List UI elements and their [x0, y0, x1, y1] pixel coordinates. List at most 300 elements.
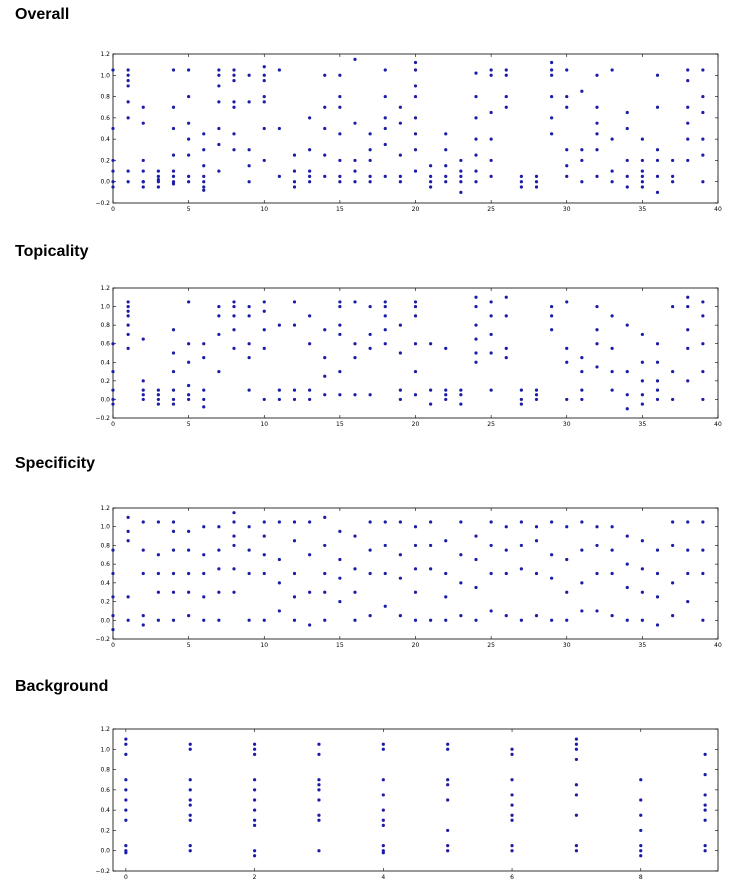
data-point: [248, 525, 251, 528]
data-point: [187, 393, 190, 396]
data-point: [429, 567, 432, 570]
data-point: [414, 393, 417, 396]
y-tick-label: 1.0: [100, 72, 110, 80]
data-point: [127, 516, 130, 519]
data-point: [323, 393, 326, 396]
data-point: [704, 844, 707, 847]
data-point: [575, 793, 578, 796]
data-point: [202, 189, 205, 192]
data-point: [323, 106, 326, 109]
data-point: [459, 581, 462, 584]
data-point: [232, 544, 235, 547]
data-point: [626, 324, 629, 327]
data-point: [490, 138, 493, 141]
data-point: [172, 127, 175, 130]
data-point: [550, 577, 553, 580]
data-point: [505, 614, 508, 617]
data-point: [656, 623, 659, 626]
data-point: [253, 854, 256, 857]
data-point: [565, 398, 568, 401]
data-point: [248, 342, 251, 345]
data-point: [253, 753, 256, 756]
data-point: [248, 148, 251, 151]
data-point: [565, 164, 568, 167]
data-point: [399, 351, 402, 354]
data-point: [550, 314, 553, 317]
data-point: [127, 333, 130, 336]
data-point: [369, 520, 372, 523]
data-point: [232, 567, 235, 570]
data-point: [704, 819, 707, 822]
data-point: [142, 623, 145, 626]
data-point: [429, 185, 432, 188]
data-point: [565, 95, 568, 98]
data-point: [701, 398, 704, 401]
data-point: [263, 127, 266, 130]
data-point: [338, 324, 341, 327]
data-point: [232, 328, 235, 331]
data-point: [384, 605, 387, 608]
data-point: [317, 849, 320, 852]
data-point: [490, 333, 493, 336]
data-point: [217, 68, 220, 71]
data-point: [626, 393, 629, 396]
data-point: [293, 572, 296, 575]
data-point: [263, 100, 266, 103]
data-point: [490, 68, 493, 71]
data-point: [124, 753, 127, 756]
data-point: [127, 595, 130, 598]
data-point: [580, 356, 583, 359]
data-point: [595, 132, 598, 135]
data-point: [189, 819, 192, 822]
data-point: [459, 159, 462, 162]
y-tick-label: 0.6: [100, 786, 110, 794]
data-point: [293, 154, 296, 157]
data-point: [565, 148, 568, 151]
data-point: [474, 180, 477, 183]
data-point: [429, 520, 432, 523]
data-point: [142, 379, 145, 382]
data-point: [444, 148, 447, 151]
data-point: [323, 154, 326, 157]
data-point: [639, 798, 642, 801]
data-point: [446, 743, 449, 746]
data-point: [701, 314, 704, 317]
data-point: [595, 328, 598, 331]
data-point: [124, 844, 127, 847]
data-point: [217, 127, 220, 130]
data-point: [414, 591, 417, 594]
data-point: [127, 100, 130, 103]
data-point: [704, 849, 707, 852]
data-point: [414, 61, 417, 64]
data-point: [671, 581, 674, 584]
data-point: [248, 389, 251, 392]
data-point: [384, 95, 387, 98]
data-point: [187, 361, 190, 364]
data-point: [338, 305, 341, 308]
title-topicality: Topicality: [15, 243, 89, 260]
data-point: [124, 738, 127, 741]
data-point: [248, 314, 251, 317]
data-point: [217, 169, 220, 172]
data-point: [111, 68, 114, 71]
data-point: [535, 572, 538, 575]
data-point: [263, 159, 266, 162]
data-point: [293, 539, 296, 542]
data-point: [124, 798, 127, 801]
data-point: [580, 398, 583, 401]
data-point: [490, 159, 493, 162]
data-point: [641, 175, 644, 178]
data-point: [701, 111, 704, 114]
data-point: [202, 164, 205, 167]
data-point: [641, 539, 644, 542]
data-point: [490, 175, 493, 178]
data-point: [142, 169, 145, 172]
data-point: [414, 544, 417, 547]
data-point: [202, 553, 205, 556]
data-point: [686, 106, 689, 109]
data-point: [565, 525, 568, 528]
data-point: [308, 314, 311, 317]
data-point: [550, 74, 553, 77]
data-point: [248, 180, 251, 183]
data-point: [202, 132, 205, 135]
data-point: [202, 389, 205, 392]
data-point: [490, 389, 493, 392]
y-tick-label: 1.0: [100, 523, 110, 531]
data-point: [232, 511, 235, 514]
data-point: [187, 384, 190, 387]
data-point: [189, 798, 192, 801]
data-point: [293, 595, 296, 598]
data-point: [639, 849, 642, 852]
data-point: [459, 175, 462, 178]
data-point: [580, 148, 583, 151]
data-point: [384, 305, 387, 308]
data-point: [704, 773, 707, 776]
data-point: [626, 127, 629, 130]
data-point: [217, 74, 220, 77]
data-point: [459, 402, 462, 405]
data-point: [580, 159, 583, 162]
data-point: [595, 122, 598, 125]
data-point: [580, 520, 583, 523]
data-point: [217, 100, 220, 103]
data-point: [172, 520, 175, 523]
x-tick-label: 0: [111, 206, 115, 213]
data-point: [189, 788, 192, 791]
data-point: [444, 572, 447, 575]
data-point: [263, 398, 266, 401]
data-point: [580, 581, 583, 584]
data-point: [656, 148, 659, 151]
data-point: [686, 549, 689, 552]
data-point: [308, 342, 311, 345]
data-point: [263, 310, 266, 313]
data-point: [641, 169, 644, 172]
y-tick-label: 0.4: [100, 579, 110, 587]
data-point: [505, 95, 508, 98]
data-point: [353, 534, 356, 537]
data-point: [142, 106, 145, 109]
data-point: [202, 356, 205, 359]
data-point: [217, 305, 220, 308]
data-point: [580, 180, 583, 183]
data-point: [317, 814, 320, 817]
title-specificity: Specificity: [15, 455, 96, 472]
x-tick-label: 25: [487, 421, 495, 428]
data-point: [323, 375, 326, 378]
data-point: [444, 175, 447, 178]
data-point: [641, 379, 644, 382]
data-point: [565, 300, 568, 303]
data-point: [111, 370, 114, 373]
data-point: [639, 814, 642, 817]
data-point: [626, 563, 629, 566]
data-point: [686, 159, 689, 162]
data-point: [656, 361, 659, 364]
background-scatter-chart: [0, 720, 755, 890]
data-point: [520, 520, 523, 523]
y-tick-label: −0.2: [95, 868, 110, 875]
x-tick-label: 30: [562, 642, 571, 649]
data-point: [474, 72, 477, 75]
x-tick-label: 15: [336, 206, 344, 213]
data-point: [157, 169, 160, 172]
data-point: [641, 361, 644, 364]
data-point: [293, 324, 296, 327]
data-point: [474, 361, 477, 364]
data-point: [353, 300, 356, 303]
data-point: [338, 577, 341, 580]
y-tick-label: 0.6: [100, 340, 110, 348]
y-tick-label: 0.2: [100, 827, 110, 835]
data-point: [641, 591, 644, 594]
data-point: [701, 138, 704, 141]
data-point: [686, 138, 689, 141]
data-point: [671, 159, 674, 162]
y-tick-label: 1.2: [100, 726, 110, 733]
data-point: [111, 402, 114, 405]
data-point: [187, 95, 190, 98]
data-point: [202, 398, 205, 401]
data-point: [490, 609, 493, 612]
data-point: [704, 809, 707, 812]
data-point: [157, 398, 160, 401]
data-point: [253, 788, 256, 791]
data-point: [338, 370, 341, 373]
data-point: [353, 159, 356, 162]
data-point: [656, 74, 659, 77]
y-tick-label: 0.0: [100, 178, 110, 186]
data-point: [611, 169, 614, 172]
data-point: [172, 182, 175, 185]
data-point: [172, 169, 175, 172]
data-point: [189, 849, 192, 852]
data-point: [656, 379, 659, 382]
data-point: [580, 370, 583, 373]
data-point: [656, 159, 659, 162]
y-tick-label: 0.8: [100, 322, 110, 330]
data-point: [317, 783, 320, 786]
data-point: [490, 351, 493, 354]
data-point: [157, 572, 160, 575]
data-point: [172, 402, 175, 405]
data-point: [671, 614, 674, 617]
data-point: [641, 402, 644, 405]
data-point: [187, 300, 190, 303]
data-point: [595, 342, 598, 345]
data-point: [111, 398, 114, 401]
data-point: [414, 300, 417, 303]
data-point: [384, 328, 387, 331]
data-point: [172, 572, 175, 575]
data-point: [701, 549, 704, 552]
data-point: [232, 132, 235, 135]
data-point: [510, 803, 513, 806]
data-point: [701, 370, 704, 373]
data-point: [414, 68, 417, 71]
data-point: [263, 79, 266, 82]
data-point: [308, 398, 311, 401]
data-point: [308, 116, 311, 119]
data-point: [520, 389, 523, 392]
data-point: [535, 180, 538, 183]
data-point: [124, 743, 127, 746]
data-point: [263, 520, 266, 523]
data-point: [429, 180, 432, 183]
data-point: [550, 619, 553, 622]
data-point: [127, 300, 130, 303]
data-point: [510, 793, 513, 796]
data-point: [535, 393, 538, 396]
data-point: [656, 342, 659, 345]
data-point: [474, 95, 477, 98]
data-point: [384, 520, 387, 523]
data-point: [248, 619, 251, 622]
data-point: [382, 824, 385, 827]
data-point: [189, 803, 192, 806]
data-point: [510, 778, 513, 781]
data-point: [353, 619, 356, 622]
data-point: [263, 95, 266, 98]
data-point: [701, 572, 704, 575]
data-point: [611, 314, 614, 317]
data-point: [187, 154, 190, 157]
data-point: [520, 180, 523, 183]
data-point: [127, 84, 130, 87]
data-point: [510, 819, 513, 822]
data-point: [701, 342, 704, 345]
data-point: [575, 748, 578, 751]
data-point: [263, 328, 266, 331]
data-point: [656, 175, 659, 178]
data-point: [474, 351, 477, 354]
data-point: [323, 619, 326, 622]
x-tick-label: 0: [111, 421, 115, 428]
data-point: [656, 389, 659, 392]
data-point: [338, 180, 341, 183]
data-point: [520, 619, 523, 622]
data-point: [157, 553, 160, 556]
data-point: [111, 127, 114, 130]
data-point: [520, 185, 523, 188]
data-point: [278, 68, 281, 71]
data-point: [641, 138, 644, 141]
data-point: [611, 347, 614, 350]
data-point: [142, 398, 145, 401]
data-point: [671, 305, 674, 308]
title-background: Background: [15, 678, 109, 695]
data-point: [187, 591, 190, 594]
data-point: [369, 175, 372, 178]
data-point: [399, 180, 402, 183]
data-point: [399, 553, 402, 556]
data-point: [414, 116, 417, 119]
data-point: [248, 305, 251, 308]
data-point: [232, 100, 235, 103]
data-point: [217, 333, 220, 336]
data-point: [641, 619, 644, 622]
data-point: [446, 798, 449, 801]
data-point: [127, 68, 130, 71]
x-tick-label: 10: [260, 421, 269, 428]
data-point: [217, 567, 220, 570]
data-point: [686, 600, 689, 603]
data-point: [626, 185, 629, 188]
data-point: [505, 68, 508, 71]
data-point: [308, 180, 311, 183]
data-point: [317, 798, 320, 801]
data-point: [611, 389, 614, 392]
x-tick-label: 20: [411, 206, 420, 213]
data-point: [565, 619, 568, 622]
data-point: [278, 558, 281, 561]
data-point: [550, 132, 553, 135]
data-point: [490, 314, 493, 317]
data-point: [671, 175, 674, 178]
data-point: [293, 389, 296, 392]
data-point: [701, 68, 704, 71]
data-point: [429, 175, 432, 178]
data-point: [580, 549, 583, 552]
data-point: [293, 185, 296, 188]
y-tick-label: 0.0: [100, 396, 110, 404]
data-point: [399, 520, 402, 523]
data-point: [263, 534, 266, 537]
data-point: [459, 389, 462, 392]
data-point: [202, 180, 205, 183]
data-point: [111, 572, 114, 575]
x-tick-label: 10: [260, 642, 269, 649]
data-point: [253, 778, 256, 781]
data-point: [293, 398, 296, 401]
data-point: [127, 79, 130, 82]
y-tick-label: 0.6: [100, 114, 110, 122]
data-point: [338, 132, 341, 135]
data-point: [701, 180, 704, 183]
data-point: [490, 111, 493, 114]
data-point: [701, 154, 704, 157]
data-point: [656, 549, 659, 552]
data-point: [510, 814, 513, 817]
data-point: [278, 175, 281, 178]
data-point: [459, 393, 462, 396]
data-point: [263, 300, 266, 303]
